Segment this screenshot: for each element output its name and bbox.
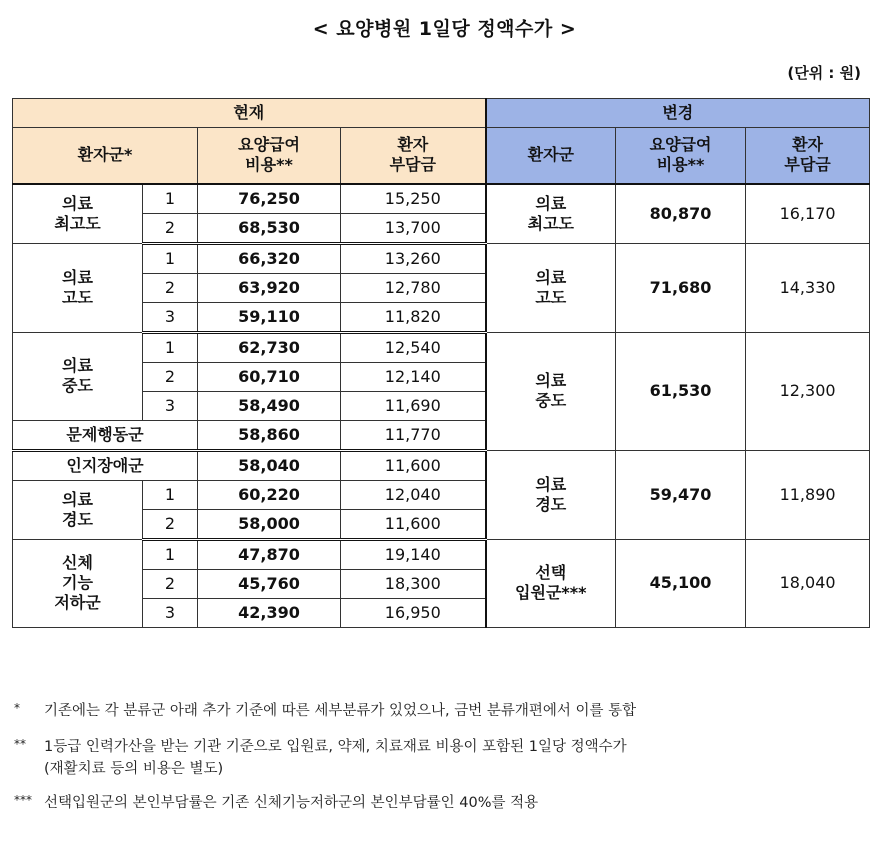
cognitive-group-label: 인지장애군 — [13, 450, 198, 480]
copay-cell: 11,690 — [341, 391, 486, 420]
changed-benefit-cost-header — [616, 128, 746, 184]
copay-line1: 환자 — [792, 135, 824, 155]
current-copay-header — [341, 128, 486, 184]
group-label-line: 경도 — [62, 509, 93, 529]
copay-cell: 12,140 — [341, 362, 486, 391]
grade-cell: 2 — [143, 362, 198, 391]
group-label-line: 최고도 — [527, 213, 574, 233]
grade-cell: 3 — [143, 302, 198, 332]
changed-patient-group-header: 환자군 — [486, 128, 616, 184]
copay-line2: 부담금 — [389, 155, 436, 175]
group-label-line: 중도 — [62, 376, 93, 395]
copay-cell: 11,600 — [341, 450, 486, 480]
fee-table — [12, 98, 870, 628]
current-benefit-cost-header — [198, 128, 341, 184]
group-label-line: 의료 — [535, 371, 567, 390]
new-cost-cell: 59,470 — [616, 450, 746, 539]
group-label-line: 의료 — [535, 474, 567, 494]
table-row — [13, 539, 870, 569]
copay-cell: 11,820 — [341, 302, 486, 332]
current-patient-group-header: 환자군* — [13, 128, 198, 184]
copay-cell: 11,600 — [341, 509, 486, 539]
new-group-label — [486, 539, 616, 627]
footnote-mark: * — [14, 701, 20, 715]
group-label-line: 의료 — [535, 267, 567, 287]
copay-cell: 12,040 — [341, 480, 486, 509]
new-copay-cell: 11,890 — [746, 450, 870, 539]
new-copay-cell: 18,040 — [746, 539, 870, 627]
cost-cell: 76,250 — [198, 184, 341, 214]
current-header: 현재 — [13, 99, 486, 128]
grade-cell: 2 — [143, 213, 198, 243]
grade-cell: 3 — [143, 598, 198, 627]
changed-header: 변경 — [486, 99, 870, 128]
header-row-sub — [13, 128, 870, 184]
new-copay-cell: 12,300 — [746, 332, 870, 450]
group-label-line: 선택 — [535, 563, 567, 582]
group-label — [13, 480, 143, 539]
new-cost-cell: 71,680 — [616, 243, 746, 332]
table-row — [13, 450, 870, 480]
group-label-line: 입원군*** — [515, 583, 587, 602]
grade-cell: 3 — [143, 391, 198, 420]
group-label-line: 의료 — [62, 193, 93, 213]
footnote-mark: *** — [14, 793, 32, 807]
copay-cell: 13,700 — [341, 213, 486, 243]
table-row — [13, 243, 870, 273]
new-group-label — [486, 332, 616, 450]
new-copay-cell: 16,170 — [746, 184, 870, 244]
benefit-cost-line2: 비용** — [245, 155, 293, 175]
footnote-text: 1등급 인력가산을 받는 기관 기준으로 입원료, 약제, 치료재료 비용이 포함된 1일당 정액수가 — [44, 739, 627, 755]
changed-copay-header — [746, 128, 870, 184]
new-cost-cell: 80,870 — [616, 184, 746, 244]
group-label — [13, 243, 143, 332]
group-label — [13, 539, 143, 627]
behavior-group-label: 문제행동군 — [13, 420, 198, 450]
group-label-line: 고도 — [535, 287, 567, 307]
group-label-line: 의료 — [62, 267, 93, 287]
group-label-line: 의료 — [535, 193, 567, 213]
cost-cell: 60,710 — [198, 362, 341, 391]
page-title: < 요양병원 1일당 정액수가 > — [312, 18, 577, 40]
copay-cell: 18,300 — [341, 569, 486, 598]
copay-cell: 16,950 — [341, 598, 486, 627]
cost-cell: 58,490 — [198, 391, 341, 420]
group-label-line: 기능 — [62, 573, 93, 592]
group-label-line: 중도 — [535, 391, 567, 410]
footnote-3 — [8, 792, 878, 814]
group-label — [13, 184, 143, 244]
cost-cell: 58,860 — [198, 420, 341, 450]
unit-label: (단위 : 원) — [787, 64, 861, 82]
copay-cell: 19,140 — [341, 539, 486, 569]
new-copay-cell: 14,330 — [746, 243, 870, 332]
copay-cell: 15,250 — [341, 184, 486, 214]
benefit-cost-line2: 비용** — [656, 155, 705, 175]
copay-cell: 13,260 — [341, 243, 486, 273]
cost-cell: 68,530 — [198, 213, 341, 243]
group-label-line: 경도 — [535, 494, 567, 514]
cost-cell: 47,870 — [198, 539, 341, 569]
cost-cell: 58,040 — [198, 450, 341, 480]
grade-cell: 1 — [143, 184, 198, 214]
benefit-cost-line1: 요양급여 — [238, 135, 300, 155]
table-row — [13, 184, 870, 214]
footnote-text: 선택입원군의 본인부담률은 기존 신체기능저하군의 본인부담률인 40%를 적용 — [44, 795, 539, 811]
group-label-line: 신체 — [62, 553, 93, 572]
cost-cell: 59,110 — [198, 302, 341, 332]
cost-cell: 62,730 — [198, 332, 341, 362]
copay-line2: 부담금 — [784, 155, 831, 175]
new-cost-cell: 45,100 — [616, 539, 746, 627]
group-label-line: 고도 — [62, 287, 93, 307]
grade-cell: 1 — [143, 243, 198, 273]
grade-cell: 2 — [143, 509, 198, 539]
footnotes — [8, 700, 878, 814]
new-group-label — [486, 184, 616, 244]
footnote-1 — [8, 700, 878, 722]
grade-cell: 2 — [143, 569, 198, 598]
cost-cell: 66,320 — [198, 243, 341, 273]
new-group-label — [486, 243, 616, 332]
footnote-text: 기존에는 각 분류군 아래 추가 기준에 따른 세부분류가 있었으나, 금번 분류개편에서 이를 통합 — [44, 703, 637, 719]
group-label-line: 의료 — [62, 356, 93, 375]
copay-cell: 12,540 — [341, 332, 486, 362]
grade-cell: 1 — [143, 480, 198, 509]
copay-line1: 환자 — [397, 135, 429, 155]
cost-cell: 42,390 — [198, 598, 341, 627]
group-label — [13, 332, 143, 420]
benefit-cost-line1: 요양급여 — [649, 135, 712, 155]
footnote-text-continued: (재활치료 등의 비용은 별도) — [44, 761, 224, 777]
new-cost-cell: 61,530 — [616, 332, 746, 450]
header-row-top — [13, 99, 870, 128]
footnote-2 — [8, 736, 878, 780]
group-label-line: 최고도 — [54, 213, 101, 233]
table-row — [13, 332, 870, 362]
cost-cell: 60,220 — [198, 480, 341, 509]
grade-cell: 2 — [143, 273, 198, 302]
group-label-line: 저하군 — [54, 593, 101, 612]
copay-cell: 12,780 — [341, 273, 486, 302]
group-label-line: 의료 — [62, 489, 93, 509]
grade-cell: 1 — [143, 539, 198, 569]
new-group-label — [486, 450, 616, 539]
cost-cell: 58,000 — [198, 509, 341, 539]
grade-cell: 1 — [143, 332, 198, 362]
cost-cell: 63,920 — [198, 273, 341, 302]
cost-cell: 45,760 — [198, 569, 341, 598]
copay-cell: 11,770 — [341, 420, 486, 450]
footnote-mark: ** — [14, 737, 26, 751]
